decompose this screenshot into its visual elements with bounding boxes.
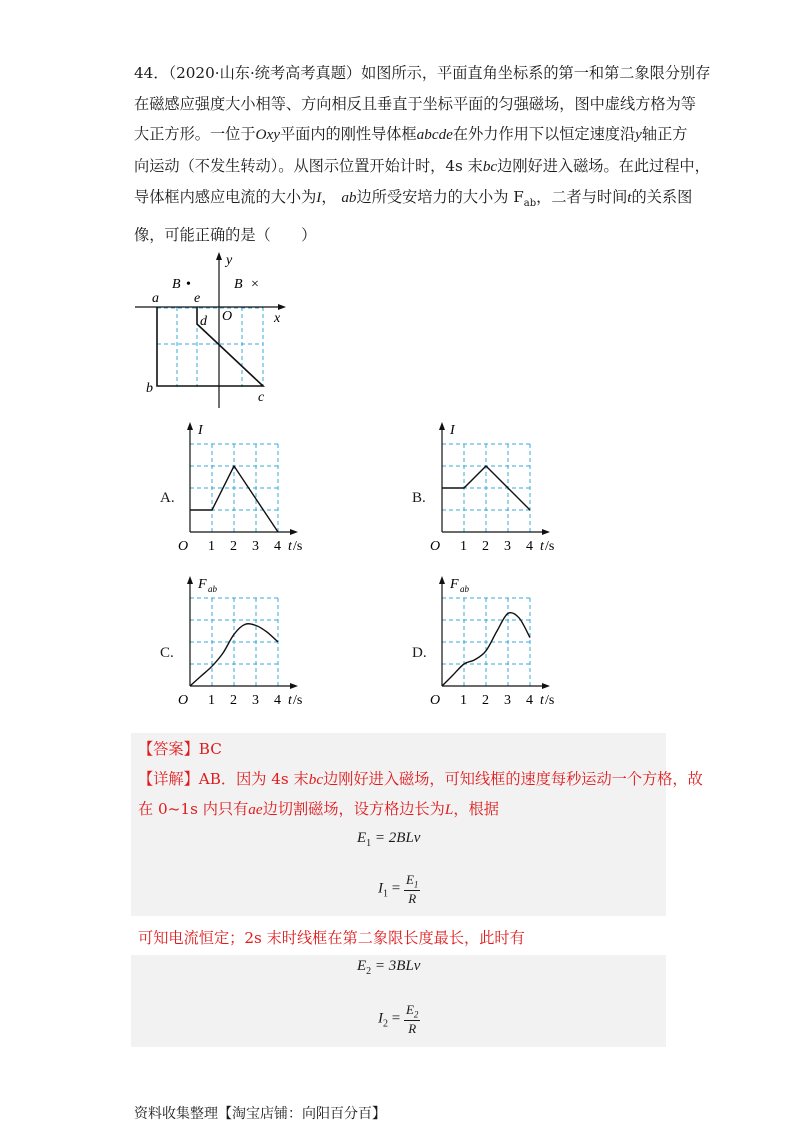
text: 轴正方 [641, 125, 688, 143]
var-y: y [635, 126, 642, 143]
question-line-2: 在磁感应强度大小相等、方向相反且垂直于坐标平面的匀强磁场，图中虚线方格为等 [134, 94, 696, 113]
eq-symbol: E [405, 1002, 414, 1017]
text: 平面内的刚性导体框 [279, 125, 417, 143]
var-i: I [316, 189, 322, 206]
origin-label: O [178, 693, 189, 708]
equation-e2 [357, 958, 420, 977]
label-x: x [274, 311, 281, 326]
y-axis-arrow-icon [187, 576, 193, 584]
text: 在 0~1s 内只有 [138, 800, 249, 818]
eq-symbol: I [378, 880, 383, 897]
dashed-grid [190, 444, 278, 532]
equation-i2 [378, 1002, 420, 1037]
eq-symbol: I [378, 1010, 383, 1027]
option-d-label: D. [412, 645, 427, 661]
option-a-chart [178, 420, 308, 555]
question-line-5 [134, 182, 693, 220]
x-axis-label: t [288, 539, 292, 554]
answer-tag: 【答案】 [138, 740, 199, 758]
x-axis-arrow-icon [290, 529, 298, 535]
x-axis-arrow-icon [542, 683, 550, 689]
text: 边所受安培力的大小为 F [356, 188, 524, 206]
text: 边刚好进入磁场，可知线框的速度每秒运动一个方格，故 [323, 770, 703, 788]
var-t: t [627, 189, 632, 206]
x-axis-label: t [540, 693, 544, 708]
eq-rhs: = 2BLv [371, 830, 421, 846]
tick-label: 4 [274, 693, 281, 708]
tick-label: 3 [504, 693, 511, 708]
detail-line-3: 可知电流恒定；2s 末时线框在第二象限长度最长，此时有 [138, 929, 525, 947]
label-d: d [200, 314, 207, 329]
eq-sub: 2 [366, 966, 372, 977]
y-axis-label: I [198, 423, 203, 438]
eq-equals: = [388, 880, 404, 897]
option-d-chart [430, 574, 560, 709]
eq-sub: 1 [383, 888, 388, 900]
tick-label: 4 [274, 539, 281, 554]
x-axis-unit: /s [293, 693, 303, 708]
text: 导体框内感应电流的大小为 [134, 188, 317, 206]
question-line-3 [134, 119, 688, 151]
text: 在外力作用下以恒定速度沿 [452, 125, 636, 143]
var-ab: ab [341, 189, 357, 206]
label-y: y [226, 253, 233, 268]
var-bc: bc [308, 771, 324, 788]
x-axis-arrow-icon [542, 529, 550, 535]
option-b-chart [430, 420, 560, 555]
y-axis-arrow-icon [439, 576, 445, 584]
eq-symbol: E [405, 872, 414, 887]
label-e: e [194, 291, 201, 306]
eq-equals: = [388, 1010, 404, 1027]
question-text [134, 58, 711, 250]
y-axis-label-sub: ab [460, 584, 469, 594]
var-abcde: abcde [416, 126, 453, 143]
option-a-label: A. [160, 490, 175, 506]
y-axis-arrow-icon [187, 422, 193, 430]
tick-label: 2 [482, 539, 489, 554]
fraction-denominator: R [408, 890, 417, 906]
y-axis-label: F [450, 577, 459, 592]
y-axis-arrow-icon [216, 252, 222, 260]
x-axis-unit: /s [293, 539, 303, 554]
text: 向运动（不发生转动）。从图示位置开始计时，4s 末 [134, 156, 483, 175]
text: ， [321, 188, 337, 206]
var-l: L [444, 801, 454, 818]
text: ，根据 [453, 800, 499, 818]
cross-into-page-icon: × [251, 277, 259, 292]
eq-sub: 1 [413, 879, 419, 890]
answer-line [138, 738, 222, 759]
detail-line-1 [138, 768, 703, 789]
origin-label: O [430, 693, 441, 708]
eq-sub: 2 [413, 1009, 419, 1020]
fraction [404, 872, 420, 907]
eq-symbol: E [357, 830, 367, 846]
footer: 资料收集整理【淘宝店铺：向阳百分百】 [134, 1106, 386, 1122]
option-c-label: C. [160, 645, 174, 661]
answer-value: BC [198, 740, 222, 758]
label-b: b [146, 381, 153, 396]
fraction-numerator [404, 1002, 420, 1021]
tick-label: 2 [230, 693, 237, 708]
label-b-field-right: B [234, 277, 243, 292]
x-axis-unit: /s [545, 539, 555, 554]
option-c-chart [178, 574, 308, 709]
text: 大正方形。一位于 [134, 125, 256, 143]
label-origin: O [222, 309, 233, 324]
tick-label: 2 [230, 539, 237, 554]
eq-sub: 1 [366, 838, 372, 849]
var-oxy: Oxy [255, 126, 280, 143]
question-line-1: 44．（2020·山东·统考高考真题）如图所示，平面直角坐标系的第一和第二象限分别存 [134, 64, 711, 82]
y-axis-label-sub: ab [208, 584, 217, 594]
y-axis-label: F [198, 577, 207, 592]
tick-label: 1 [208, 539, 215, 554]
tick-label: 4 [526, 693, 533, 708]
fraction [404, 1002, 420, 1037]
tick-label: 3 [252, 693, 259, 708]
var-bc: bc [482, 157, 498, 175]
eq-symbol: E [357, 958, 367, 974]
tick-label: 1 [460, 539, 467, 554]
label-a: a [152, 291, 159, 306]
x-axis-label: t [288, 693, 292, 708]
fraction-numerator [404, 872, 420, 891]
equation-e1 [357, 830, 420, 849]
x-axis-label: t [540, 539, 544, 554]
y-axis-arrow-icon [439, 422, 445, 430]
origin-label: O [178, 539, 189, 554]
sub-ab: ab [523, 198, 537, 210]
tick-label: 2 [482, 693, 489, 708]
text: 边刚好进入磁场。在此过程中， [497, 156, 710, 175]
detail-line-2 [138, 798, 499, 819]
question-line-6: 像，可能正确的是（ ） [134, 225, 317, 244]
main-figure [130, 250, 300, 410]
x-axis-arrow-icon [278, 304, 286, 310]
eq-sub: 2 [383, 1018, 388, 1030]
tick-label: 1 [208, 693, 215, 708]
tick-label: 3 [504, 539, 511, 554]
text: 边切割磁场，设方格边长为 [262, 800, 445, 818]
dashed-grid [157, 307, 263, 387]
tick-label: 3 [252, 539, 259, 554]
text: 的关系图 [631, 188, 693, 206]
dot-out-of-page-icon: • [186, 277, 191, 292]
detail-tag: 【详解】 [138, 770, 199, 788]
fraction-denominator: R [408, 1020, 417, 1036]
text: AB．因为 4s 末 [198, 770, 309, 788]
x-axis-unit: /s [545, 693, 555, 708]
origin-label: O [430, 539, 441, 554]
label-c: c [258, 390, 265, 405]
tick-label: 4 [526, 539, 533, 554]
var-ae: ae [248, 801, 263, 818]
x-axis-arrow-icon [290, 683, 298, 689]
text: ，二者与时间 [536, 188, 628, 206]
option-b-label: B. [412, 490, 426, 506]
y-axis-label: I [450, 423, 455, 438]
equation-i1 [378, 872, 420, 907]
eq-rhs: = 3BLv [371, 958, 421, 974]
question-line-4 [134, 151, 710, 183]
dashed-grid [190, 598, 278, 686]
label-b-field-left: B [172, 277, 181, 292]
conductor-frame [157, 307, 263, 386]
tick-label: 1 [460, 693, 467, 708]
